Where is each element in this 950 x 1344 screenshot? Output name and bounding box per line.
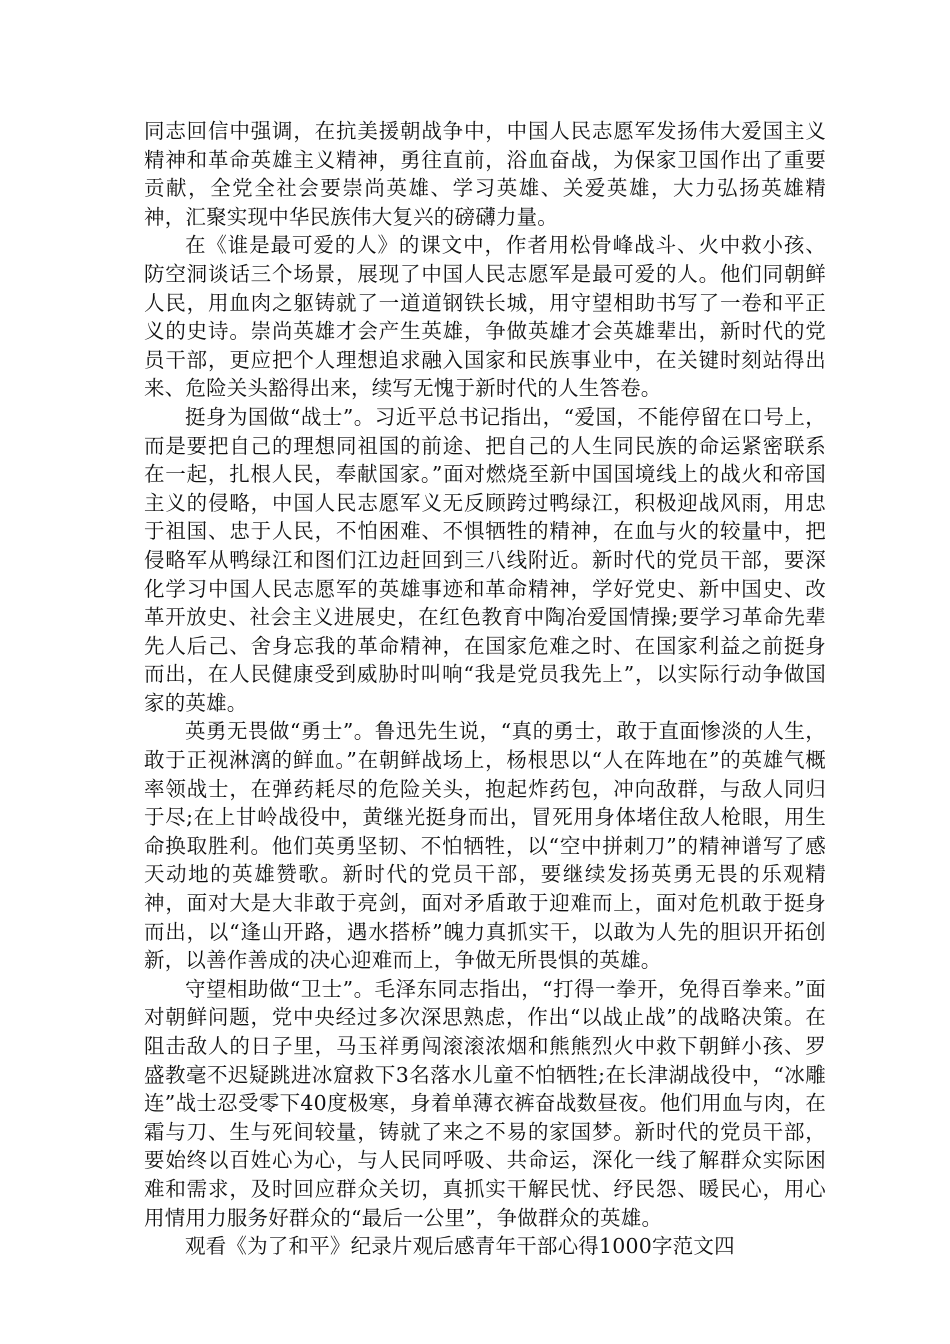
paragraph: 挺身为国做“战士”。习近平总书记指出，“爱国，不能停留在口号上，而是要把自己的理想同祖国的前途、把自己的人生同民族的命运紧密联系在一起，扎根人民，奉献国家。”面对燃烧至新中国国境线上的战火和帝国主义的侵略，中国人民志愿军义无反顾跨过鸭绿江，积极迎战风雨，用忠于祖国、忠于人民，不怕困难、不惧牺牲的精神，在血与火的较量中，把侵略军从鸭绿江和图们江边赶回到三八线附近。新时代的党员干部，要深化学习中国人民志愿军的英雄事迹和革命精神，学好党史、新中国史、改革开放史、社会主义进展史，在红色教育中陶冶爱国情操;要学习革命先辈先人后己、舍身忘我的革命精神，在国家危难之时、在国家利益之前挺身而出，在人民健康受到威胁时叫响“我是党员我先上”，以实际行动争做国家的英雄。 <box>144 404 826 715</box>
paragraph-continuation: 同志回信中强调，在抗美援朝战争中，中国人民志愿军发扬伟大爱国主义精神和革命英雄主义精神，勇往直前，浴血奋战，为保家卫国作出了重要贡献，全党全社会要崇尚英雄、学习英雄、关爱英雄，大力弘扬英雄精神，汇聚实现中华民族伟大复兴的磅礴力量。 <box>144 119 826 229</box>
paragraph: 英勇无畏做“勇士”。鲁迅先生说，“真的勇士，敢于直面惨淡的人生，敢于正视淋漓的鲜血。”在朝鲜战场上，杨根思以“人在阵地在”的英雄气概率领战士，在弹药耗尽的危险关头，抱起炸药包，冲向敌群，与敌人同归于尽;在上甘岭战役中，黄继光挺身而出，冒死用身体堵住敌人枪眼，用生命换取胜利。他们英勇坚韧、不怕牺牲，以“空中拼刺刀”的精神谱写了感天动地的英雄赞歌。新时代的党员干部，要继续发扬英勇无畏的乐观精神，面对大是大非敢于亮剑，面对矛盾敢于迎难而上，面对危机敢于挺身而出，以“逢山开路，遇水搭桥”魄力真抓实干，以敢为人先的胆识开拓创新，以善作善成的决心迎难而上，争做无所畏惧的英雄。 <box>144 719 826 973</box>
paragraph: 守望相助做“卫士”。毛泽东同志指出，“打得一拳开，免得百拳来。”面对朝鲜问题，党中央经过多次深思熟虑，作出“以战止战”的战略决策。在阻击敌人的日子里，马玉祥勇闯滚滚浓烟和熊熊烈火中救下朝鲜小孩、罗盛教毫不迟疑跳进冰窟救下3名落水儿童不怕牺牲;在长津湖战役中，“冰雕连”战士忍受零下40度极寒，身着单薄衣裤奋战数昼夜。他们用血与肉，在霜与刀、生与死间较量，铸就了来之不易的家国梦。新时代的党员干部，要始终以百姓心为心，与人民同呼吸、共命运，深化一线了解群众实际困难和需求，及时回应群众关切，真抓实干解民忧、纾民怨、暖民心，用心用情用力服务好群众的“最后一公里”，争做群众的英雄。 <box>144 976 826 1230</box>
paragraph: 在《谁是最可爱的人》的课文中，作者用松骨峰战斗、火中救小孩、防空洞谈话三个场景，展现了中国人民志愿军是最可爱的人。他们同朝鲜人民，用血肉之躯铸就了一道道钢铁长城，用守望相助书写了一卷和平正义的史诗。崇尚英雄才会产生英雄，争做英雄才会英雄辈出，新时代的党员干部，更应把个人理想追求融入国家和民族事业中，在关键时刻站得出来、危险关头豁得出来，续写无愧于新时代的人生答卷。 <box>144 233 826 401</box>
document-body <box>144 117 826 1261</box>
section-heading: 观看《为了和平》纪录片观后感青年干部心得1000字范文四 <box>185 1234 735 1259</box>
